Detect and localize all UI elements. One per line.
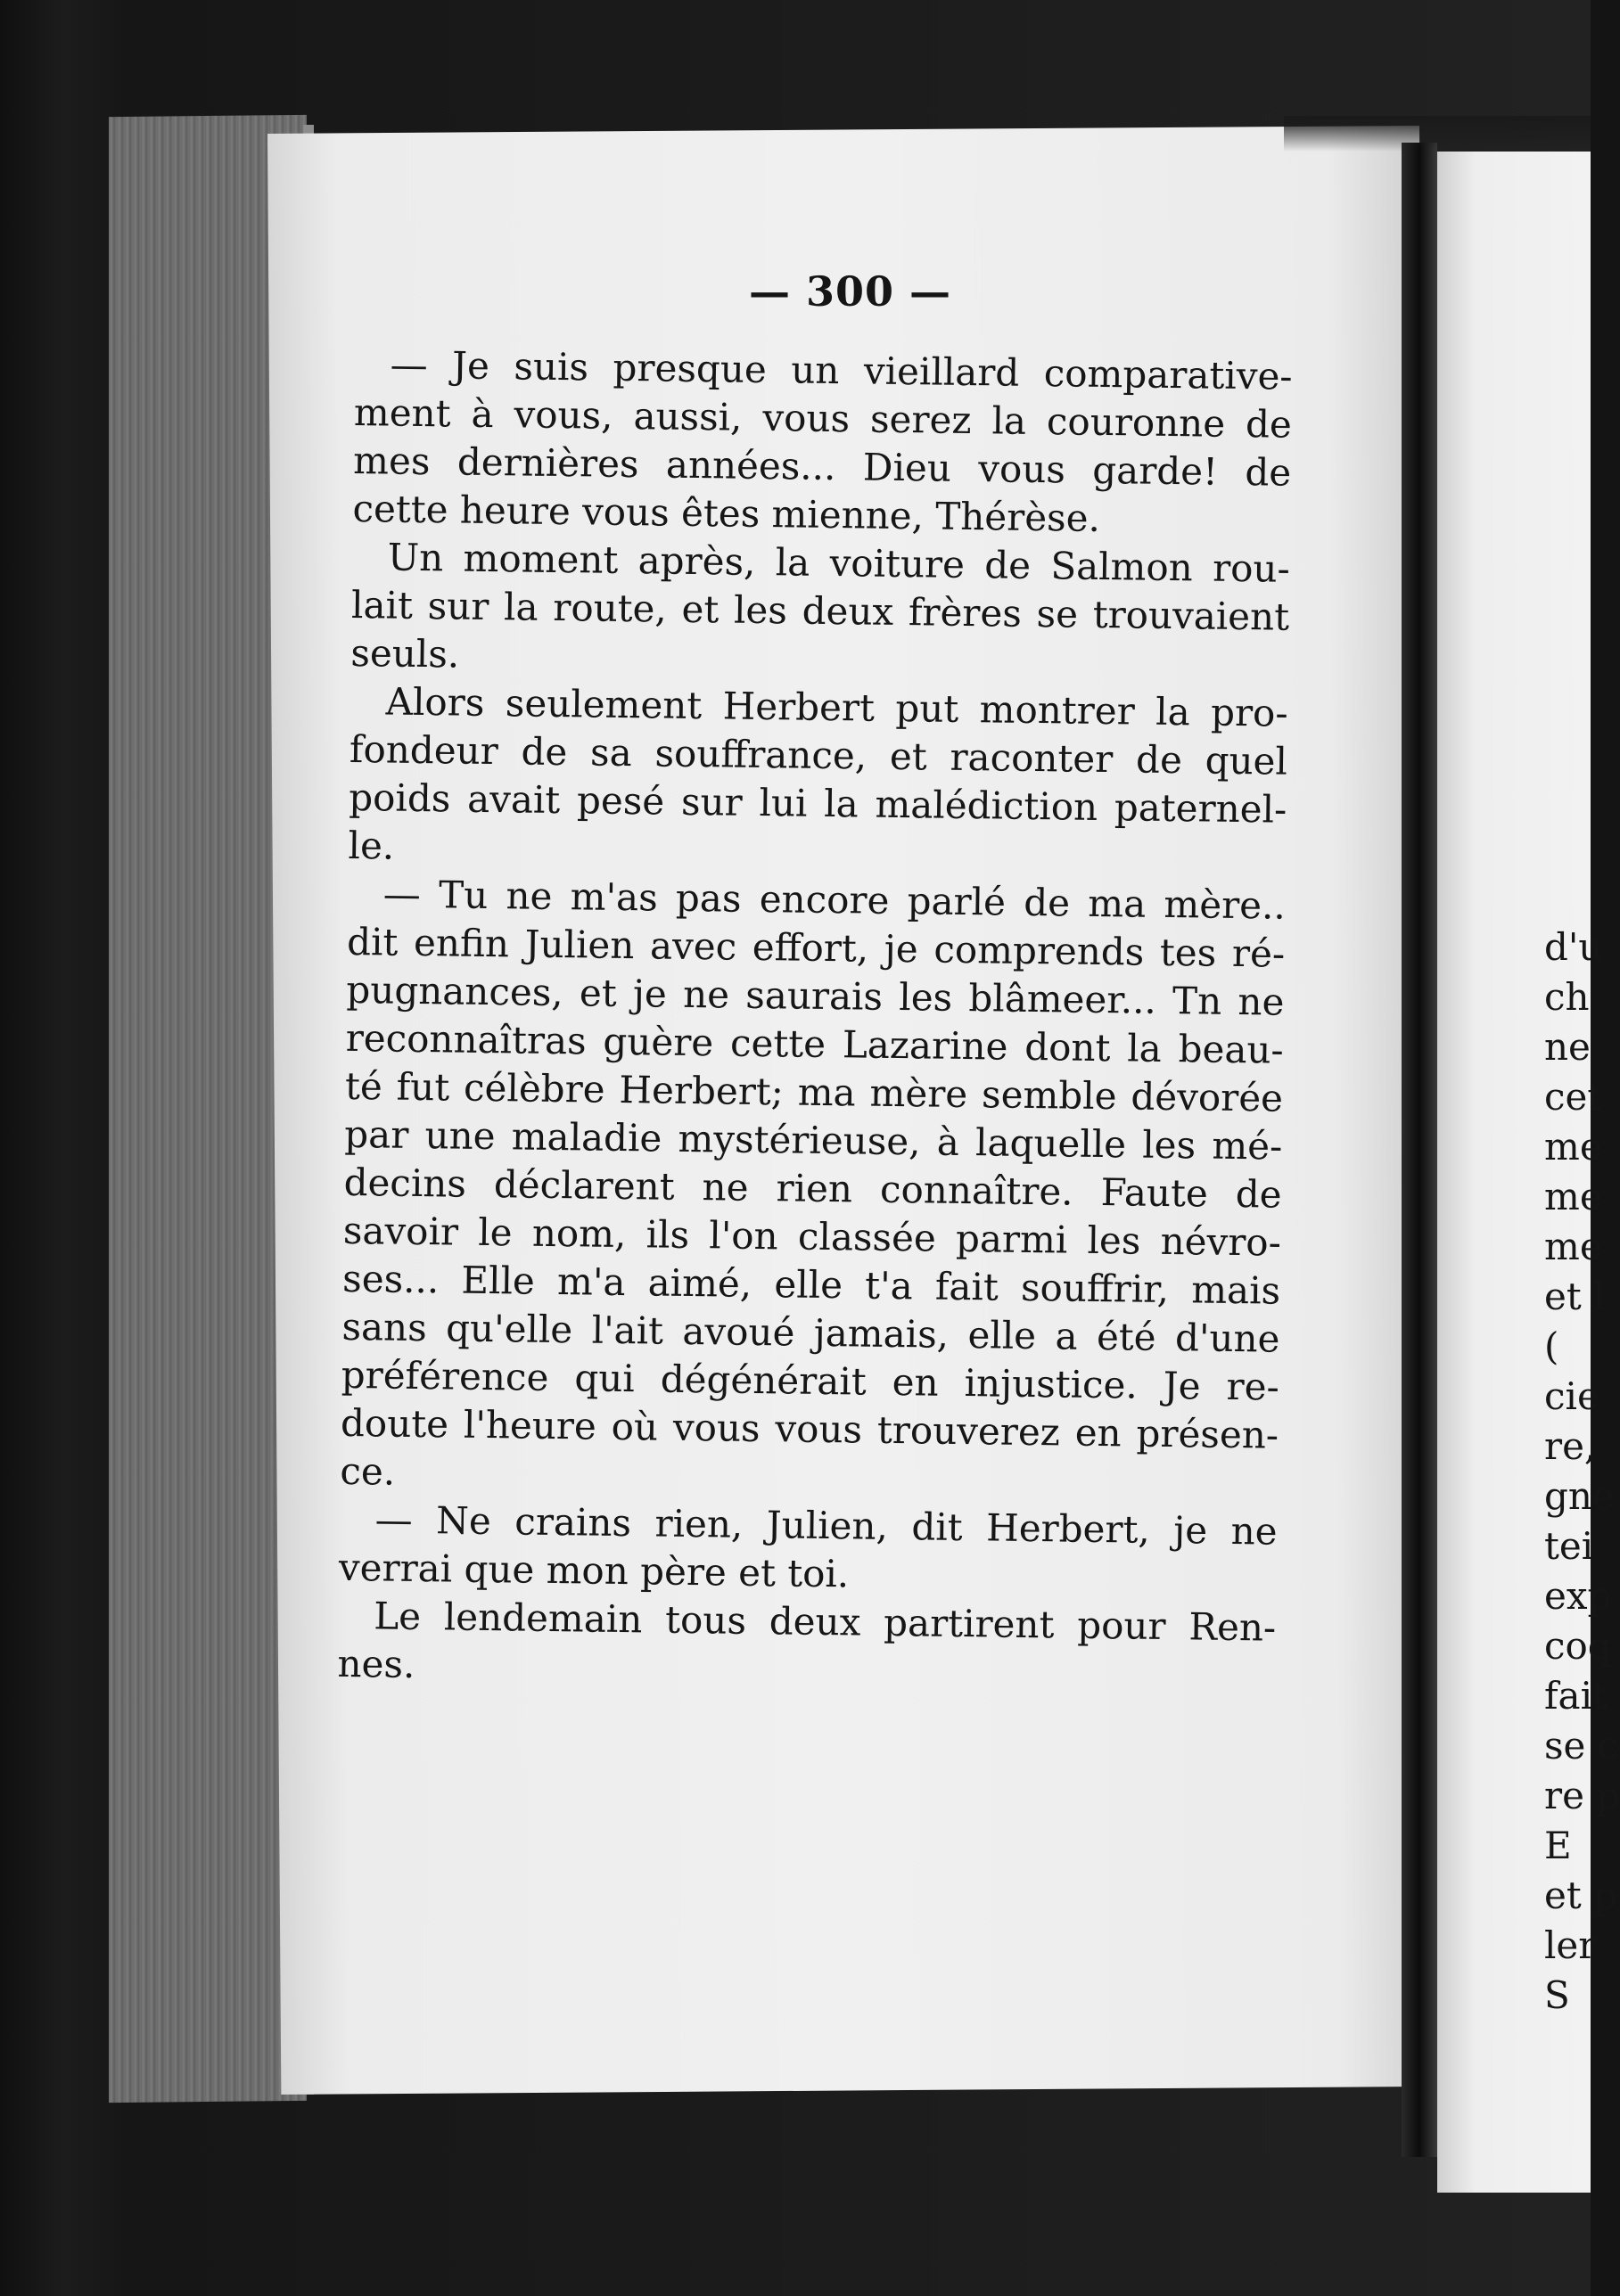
text-line: mes dernières années... Dieu vous garde! de <box>352 438 1292 495</box>
text-line: par une maladie mystérieuse, à laquelle les mé- <box>344 1111 1283 1168</box>
right-text-fragment: cet <box>1544 1075 1603 1119</box>
text-line: le. <box>348 823 395 868</box>
book-gutter <box>1402 143 1437 2157</box>
text-line: té fut célèbre Herbert; ma mère semble dévorée <box>344 1063 1284 1120</box>
right-text-fragment: ( <box>1544 1324 1559 1368</box>
text-line: sans qu'elle l'ait avoué jamais, elle a été d'une <box>341 1304 1280 1361</box>
text-line: doute l'heure où vous vous trouverez en présen- <box>340 1400 1279 1457</box>
text-line: Alors seulement Herbert put montrer la pro- <box>385 679 1288 735</box>
right-text-fragment: coq <box>1544 1624 1612 1668</box>
text-line: nes. <box>337 1641 415 1687</box>
text-line: — Ne crains rien, Julien, dit Herbert, je ne <box>374 1497 1278 1554</box>
right-text-fragment: ne <box>1544 1025 1591 1069</box>
text-line: ce. <box>340 1448 396 1494</box>
text-line: verrai que mon père et toi. <box>338 1545 850 1596</box>
text-line: dit enfin Julien avec effort, je comprends tes ré- <box>346 919 1286 976</box>
text-line: reconnaîtras guère cette Lazarine dont la beau- <box>345 1015 1284 1072</box>
right-text-fragment: d'u <box>1544 925 1603 969</box>
text-line: — Je suis presque un vieillard comparative- <box>390 342 1293 398</box>
right-text-fragment: ler <box>1544 1923 1597 1967</box>
text-line: Un moment après, la voiture de Salmon rou- <box>387 535 1291 591</box>
text-line: seuls. <box>350 630 460 676</box>
right-text-fragment: tei <box>1544 1524 1594 1568</box>
text-line: savoir le nom, ils l'on classée parmi les névro- <box>342 1208 1282 1265</box>
page-text <box>337 340 1293 1701</box>
right-text-fragment: me <box>1544 1175 1602 1218</box>
right-text-fragment: ch <box>1544 975 1590 1019</box>
text-line: cette heure vous êtes mienne, Thérèse. <box>352 486 1101 540</box>
right-text-fragment: re, <box>1544 1424 1597 1468</box>
right-page-text <box>1544 922 1620 2021</box>
text-line: decins déclarent ne rien connaître. Faute de <box>343 1160 1282 1217</box>
page-number: — 300 — <box>749 267 952 316</box>
text-line: Le lendemain tous deux partirent pour Ren- <box>373 1594 1277 1650</box>
right-text-fragment: fait <box>1544 1674 1608 1718</box>
text-line: pugnances, et je ne saurais les blâmeer... Tn ne <box>346 967 1285 1024</box>
right-text-fragment: cie <box>1544 1374 1599 1418</box>
text-line: ses... Elle m'a aimé, elle t'a fait souffrir, mais <box>341 1256 1281 1313</box>
text-line: ment à vous, aussi, vous serez la couronne de <box>353 390 1293 447</box>
right-text-fragment: re p <box>1544 1774 1620 1817</box>
right-text-fragment: et l <box>1544 1275 1606 1318</box>
text-line: — Tu ne m'as pas encore parlé de ma mère.. <box>382 872 1287 928</box>
right-text-fragment: S <box>1544 1973 1570 2017</box>
text-line: poids avait pesé sur lui la malédiction paternel- <box>348 775 1287 832</box>
right-text-fragment: me <box>1544 1225 1602 1268</box>
text-line: lait sur la route, et les deux frères se trouvaient <box>350 582 1290 639</box>
right-text-fragment: et p <box>1544 1874 1617 1917</box>
right-page-shadow <box>1284 116 1591 152</box>
text-line: préférence qui dégénérait en injustice. Je re- <box>341 1352 1280 1409</box>
right-text-fragment: gne <box>1544 1474 1615 1518</box>
text-line: fondeur de sa souffrance, et raconter de quel <box>349 726 1288 783</box>
right-text-fragment: exp <box>1544 1574 1612 1618</box>
right-text-fragment: se c <box>1544 1724 1619 1767</box>
right-text-fragment: E <box>1544 1824 1572 1867</box>
right-text-fragment: me <box>1544 1125 1602 1168</box>
